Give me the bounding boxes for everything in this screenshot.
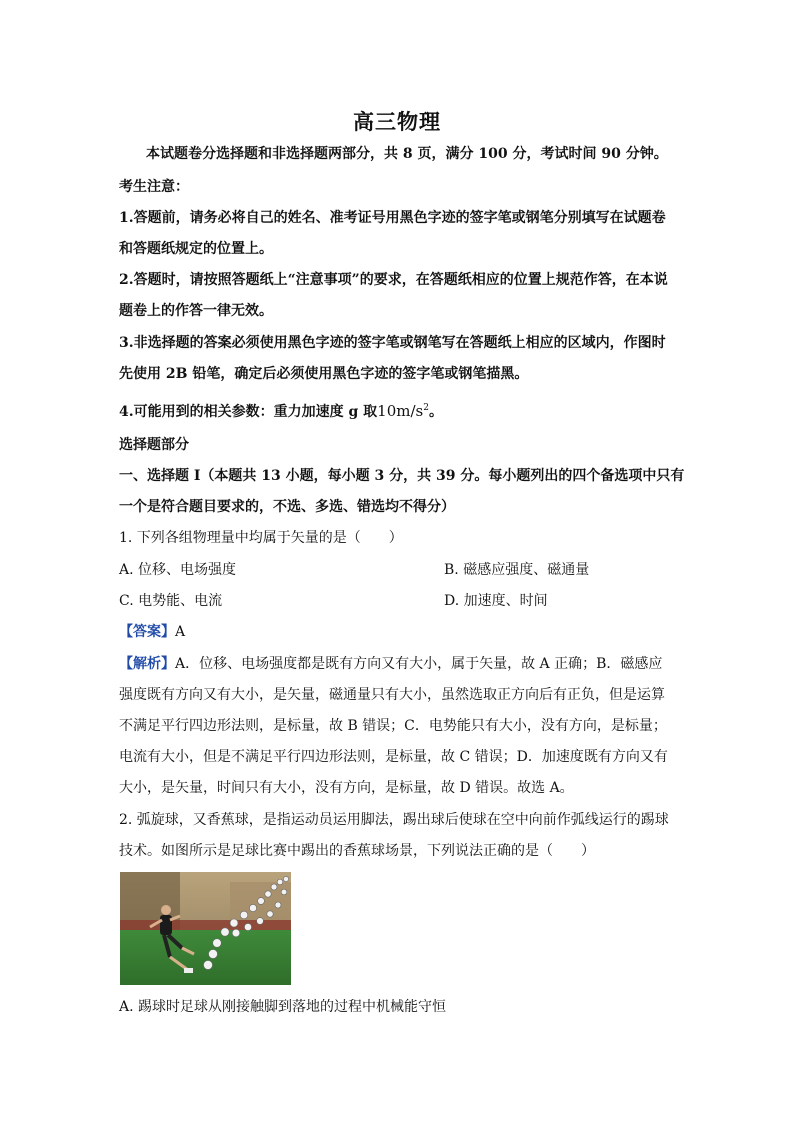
q1-analysis-line1: 【解析】A．位移、电场强度都是既有方向又有大小，属于矢量，故 A 正确；B．磁感应 (119, 656, 663, 672)
q1-analysis-line5: 大小，是矢量，时间只有大小，没有方向，是标量，故 D 错误。故选 A。 (119, 780, 574, 796)
q1-analysis-line2: 强度既有方向又有大小，是矢量，磁通量只有大小，虽然选取正方向后有正负，但是运算 (119, 687, 665, 703)
part1-line1: 一、选择题 I（本题共 13 小题，每小题 3 分，共 39 分。每小题列出的四个备选项中只有 (119, 468, 685, 484)
banana-kick-photo (120, 872, 291, 985)
q1-option-a: A. 位移、电场强度 (119, 562, 237, 578)
answer-value: A (175, 624, 186, 640)
q1-option-c: C. 电势能、电流 (119, 593, 223, 609)
q1-answer (119, 622, 185, 642)
part1-line2: 一个是符合题目要求的，不选、多选、错选均不得分） (119, 499, 455, 515)
answer-tag: 【答案】 (119, 624, 175, 640)
q1-analysis-line3: 不满足平行四边形法则，是标量，故 B 错误；C．电势能只有大小，没有方向，是标量； (119, 718, 667, 734)
exam-intro: 本试题卷分选择题和非选择题两部分，共 8 页，满分 100 分，考试时间 90 分钟。 (146, 146, 668, 162)
notice-1-line1: 1.答题前，请务必将自己的姓名、准考证号用黑色字迹的签字笔或钢笔分别填写在试题卷 (119, 210, 666, 226)
notice-1-line2: 和答题纸规定的位置上。 (119, 241, 273, 257)
notice-4-text: 4.可能用到的相关参数：重力加速度 g 取 (119, 404, 378, 420)
q2-stem-line1: 2. 弧旋球，又香蕉球，是指运动员运用脚法，踢出球后使球在空中向前作弧线运行的踢球 (119, 812, 669, 828)
notice-3-line1: 3.非选择题的答案必须使用黑色字迹的签字笔或钢笔写在答题纸上相应的区域内，作图时 (119, 335, 666, 351)
page-title: 高三物理 (353, 109, 441, 134)
notice-4: 4.可能用到的相关参数：重力加速度 g 取$10m/s^2$。 (119, 402, 443, 420)
q1-analysis-line4: 电流有大小，但是不满足平行四边形法则，是标量，故 C 错误；D．加速度既有方向又有 (119, 749, 668, 765)
q1-stem: 1. 下列各组物理量中均属于矢量的是（ ） (119, 530, 403, 546)
notice-header: 考生注意： (119, 179, 189, 195)
q1-option-d: D. 加速度、时间 (444, 593, 548, 609)
gravity-value: $10m/s^2$ (377, 402, 429, 420)
q2-stem-line2: 技术。如图所示是足球比赛中踢出的香蕉球场景，下列说法正确的是（ ） (119, 843, 595, 859)
section-heading: 选择题部分 (119, 437, 189, 453)
analysis-tag: 【解析】 (119, 656, 175, 672)
notice-2-line1: 2.答题时，请按照答题纸上“注意事项”的要求，在答题纸相应的位置上规范作答，在本说 (119, 272, 668, 288)
notice-3-line2: 先使用 2B 铅笔，确定后必须使用黑色字迹的签字笔或钢笔描黑。 (119, 366, 529, 382)
banana-kick-illustration (120, 872, 291, 985)
q1-option-b: B. 磁感应强度、磁通量 (444, 562, 590, 578)
q2-option-a: A. 踢球时足球从刚接触脚到落地的过程中机械能守恒 (119, 999, 447, 1015)
notice-2-line2: 题卷上的作答一律无效。 (119, 303, 273, 319)
